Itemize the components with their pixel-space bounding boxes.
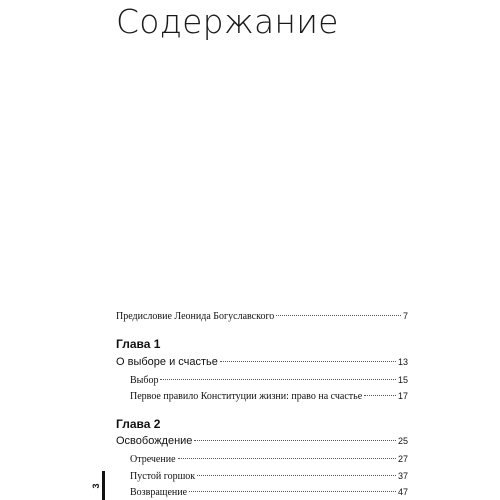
toc-entry-page: 13 xyxy=(397,357,408,367)
toc-entry-preface[interactable] xyxy=(116,311,408,322)
dot-leader xyxy=(276,315,401,316)
toc-entry-section[interactable] xyxy=(130,391,408,402)
folio-number: 3 xyxy=(91,483,101,489)
toc-entry-page: 27 xyxy=(397,454,408,464)
toc-entry-section[interactable] xyxy=(130,454,408,465)
dot-leader xyxy=(364,395,396,396)
toc-entry-page: 17 xyxy=(397,391,408,401)
dot-leader xyxy=(189,491,396,492)
page-folio xyxy=(91,471,105,500)
chapter-heading: Глава 1 xyxy=(116,337,161,351)
chapter-heading: Глава 2 xyxy=(116,417,161,431)
toc-entry-label: О выборе и счастье xyxy=(116,356,218,368)
dot-leader xyxy=(160,379,396,380)
toc-entry-chapter-title[interactable] xyxy=(116,356,408,368)
dot-leader xyxy=(197,475,396,476)
toc-entry-label: Предисловие Леонида Богуславского xyxy=(116,311,275,322)
toc-entry-section[interactable] xyxy=(130,487,408,498)
toc-entry-label: Пустой горшок xyxy=(130,471,196,482)
toc-entry-page: 47 xyxy=(397,487,408,497)
page-title: Содержание xyxy=(116,2,339,41)
toc-entry-section[interactable] xyxy=(130,471,408,482)
dot-leader xyxy=(178,458,396,459)
dot-leader xyxy=(220,361,396,362)
toc-entry-page: 37 xyxy=(397,471,408,481)
toc-entry-label: Выбор xyxy=(130,375,159,386)
toc-entry-page: 25 xyxy=(397,436,408,446)
toc-entry-chapter-title[interactable] xyxy=(116,435,408,447)
toc-entry-label: Первое правило Конституции жизни: право на счастье xyxy=(130,391,363,402)
toc-entry-label: Отречение xyxy=(130,454,176,465)
toc-entry-label: Освобождение xyxy=(116,435,193,447)
toc-entry-page: 7 xyxy=(402,311,408,321)
toc-entry-section[interactable] xyxy=(130,375,408,386)
folio-bar xyxy=(102,471,105,500)
dot-leader xyxy=(194,440,396,441)
toc-entry-label: Возвращение xyxy=(130,487,188,498)
toc-entry-page: 15 xyxy=(397,375,408,385)
